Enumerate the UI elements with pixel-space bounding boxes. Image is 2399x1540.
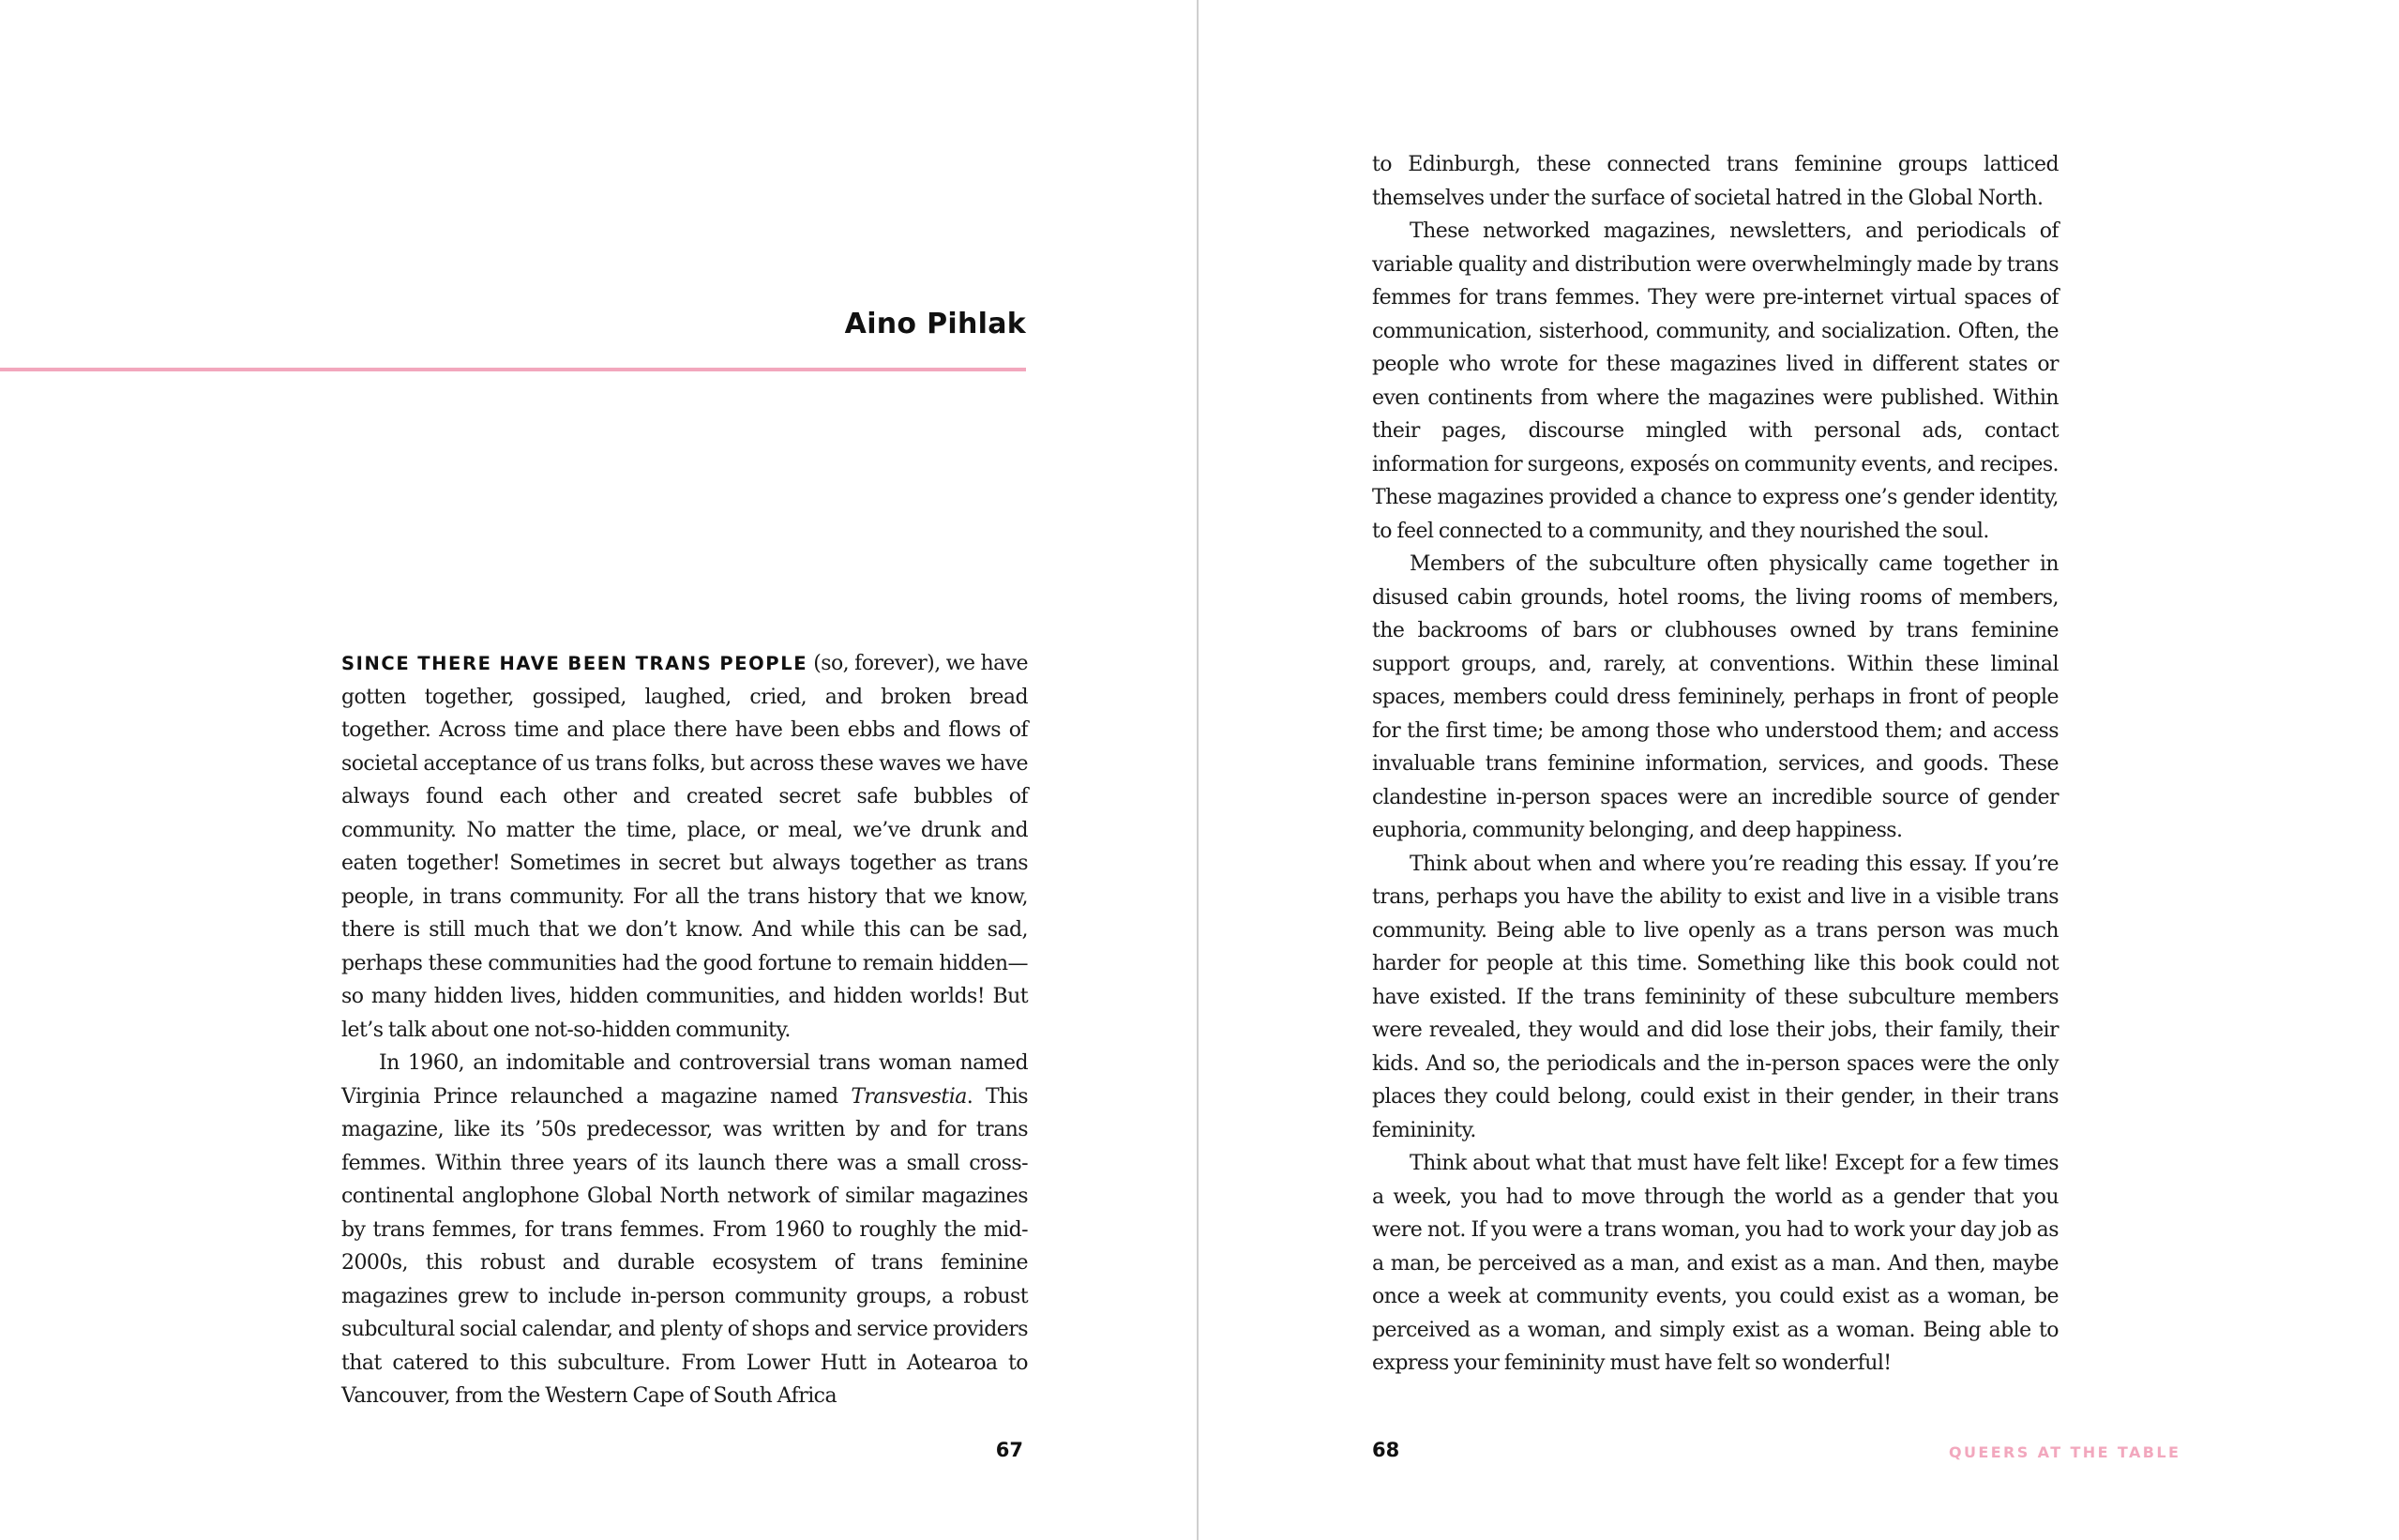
right-page	[1200, 0, 2399, 1540]
author-name: Aino Pihlak	[844, 308, 1026, 340]
running-head: QUEERS AT THE TABLE	[1949, 1443, 2181, 1461]
author-divider	[0, 368, 1026, 371]
paragraph-text: In 1960, an indomitable and controversial trans woman named Virginia Prince relaunched a magazine named	[341, 1051, 1028, 1109]
paragraph-text: (so, forever), we have gotten together, gossiped, laughed, cried, and broken bread together. Across time and place there have been ebbs and flows of societal acceptance of us trans folks, but across these waves we have always found each other and created secret safe bubbles of community. No matter the time, place, or meal, we’ve drunk and eaten together! Sometimes in secret but always together as trans people, in trans community. For all the trans history that we know, there is still much that we don’t know. And while this can be sad, perhaps these communities had the good fortune to remain hidden—so many hidden lives, hidden communities, and hidden worlds! But let’s talk about one not-so-hidden community.	[341, 652, 1029, 1042]
paragraph: to Edinburgh, these connected trans feminine groups latticed themselves under the surface of societal hatred in the Global North.	[1372, 153, 2059, 210]
right-body-text	[1372, 148, 2059, 1381]
paragraph	[341, 1047, 1028, 1413]
gutter-divider	[1197, 0, 1199, 1540]
page-number: 68	[1372, 1439, 1400, 1461]
magazine-title: Transvestia	[851, 1084, 967, 1109]
left-page	[0, 0, 1198, 1540]
paragraph: These networked magazines, newsletters, and periodicals of variable quality and distribution were overwhelmingly made by trans femmes for trans femmes. They were pre-internet virtual spaces of communication, sisterhood, community, and socialization. Often, the people who wrote for these magazines lived in different states or even continents from where the magazines were published. Within their pages, discourse mingled with personal ads, contact information for surgeons, exposés on community events, and recipes. These magazines provided a chance to express one’s gender identity, to feel connected to a community, and they nourished the soul.	[1372, 219, 2059, 543]
paragraph: Think about what that must have felt like! Except for a few times a week, you had to move through the world as a gender that you were not. If you were a trans woman, you had to work your day job as a man, be perceived as a man, and exist as a man. And then, maybe once a week at community events, you could exist as a woman, be perceived as a woman, and simply exist as a woman. Being able to express your femininity must have felt so wonderful!	[1372, 1152, 2059, 1375]
paragraph-text: . This magazine, like its ’50s predecessor, was written by and for trans femmes. Within three years of its launch there was a small cross-continental anglophone Global North network of similar magazines by trans femmes, for trans femmes. From 1960 to roughly the mid-2000s, this robust and durable ecosystem of trans feminine magazines grew to include in-person community groups, a robust subcultural social calendar, and plenty of shops and service providers that catered to this subculture. From Lower Hutt in Aotearoa to Vancouver, from the Western Cape of South Africa	[341, 1084, 1028, 1408]
paragraph: Members of the subculture often physically came together in disused cabin grounds, hotel rooms, the living rooms of members, the backrooms of bars or clubhouses owned by trans feminine support groups, and, rarely, at conventions. Within these liminal spaces, members could dress femininely, perhaps in front of people for the first time; be among those who understood them; and access invaluable trans feminine information, services, and goods. These clandestine in-person spaces were an incredible source of gender euphoria, community belonging, and deep happiness.	[1372, 552, 2059, 842]
lead-in-smallcaps: SINCE THERE HAVE BEEN TRANS PEOPLE	[341, 653, 808, 674]
left-body-text	[341, 647, 1028, 1413]
page-number: 67	[995, 1439, 1023, 1461]
paragraph	[341, 647, 1028, 1047]
paragraph: Think about when and where you’re reading this essay. If you’re trans, perhaps you have the ability to exist and live in a visible trans community. Being able to live openly as a trans person was much harder for people at this time. Something like this book could not have existed. If the trans femininity of these subculture members were revealed, they would and did lose their jobs, their family, their kids. And so, the periodicals and the in-person spaces were the only places they could belong, could exist in their gender, in their trans femininity.	[1372, 852, 2059, 1142]
